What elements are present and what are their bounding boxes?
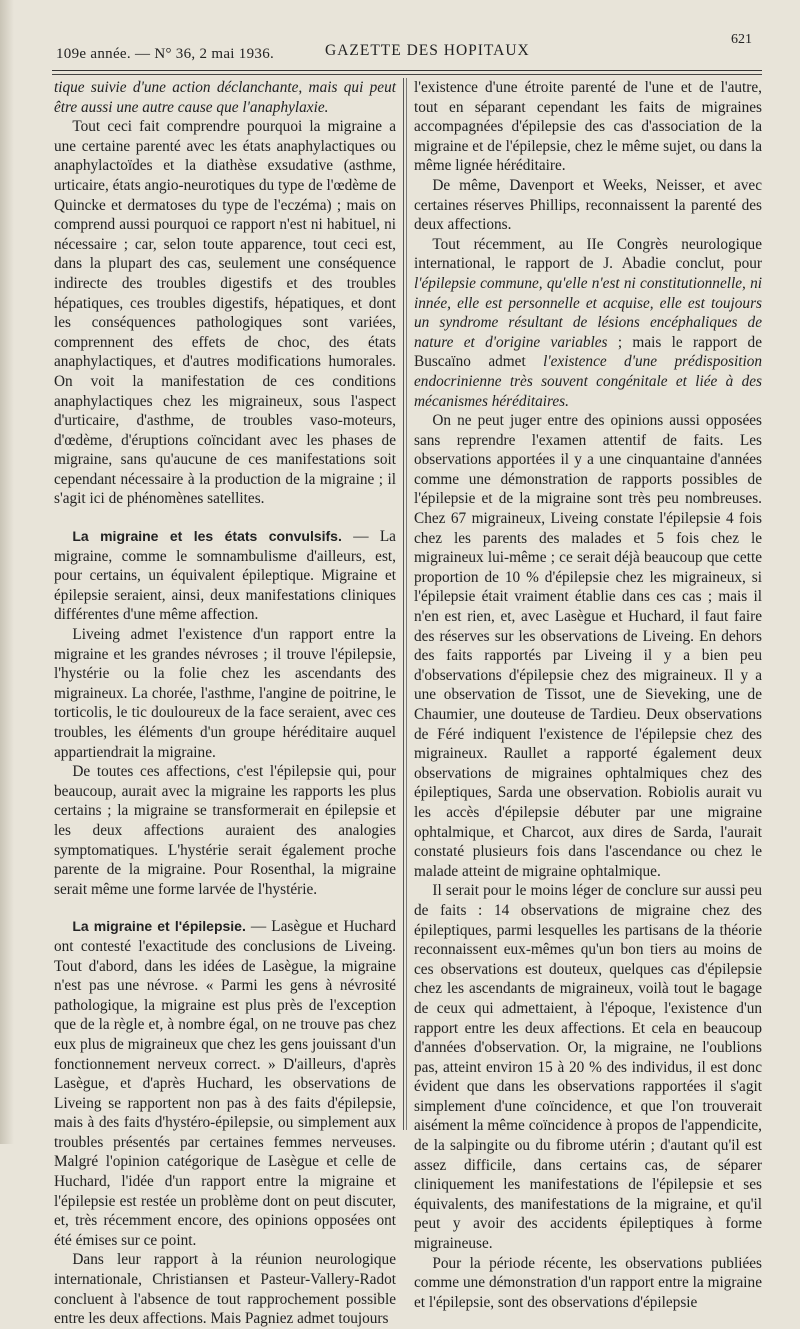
left-column (54, 78, 396, 1329)
paragraph: On ne peut juger entre des opinions aussi opposées sans reprendre l'examen attentif de faits. Les observations apportées il y a une cinquantaine d'années comme une démonstration de rapports possibles de l'épilepsie et de la migraine sont très peu nombreuses. Chez 67 migraineux, Liveing constate l'épilepsie 4 fois chez les parents des malades et 5 fois chez le migraineux lui-même ; ce serait déjà beaucoup que cette proportion de 10 % d'épilepsie chez les migraineux, si l'épilepsie était vraiment établie dans ces cas ; mais il n'en est rien, et, avec Lasègue et Huchard, il faut faire des réserves sur les observations de Liveing. En dehors des faits rapportés par Liveing il y a bien peu d'observations d'épilepsie chez des migraineux. Il y a une observation de Tissot, une de Sieveking, une de Chaumier, une douteuse de Tardieu. Deux observations de Féré indiquent l'existence de l'épilepsie chez des migraineux. Raullet a rapporté également deux observations de migraines ophtalmiques chez des épileptiques, Sarda une observation. Robiolis aurait vu les accès d'épilepsie débuter par une migraine ophtalmique, et Charcot, aux dires de Sarda, l'aurait constaté plusieurs fois dans l'ascendance ou chez le malade atteint de migraine ophtalmique. (414, 412, 762, 880)
italic-quote: l'existence d'une prédisposition endocrinienne très souvent congénitale et liée à des mécanismes héréditaires. (414, 353, 762, 410)
section-paragraph (54, 527, 396, 625)
paragraph: De même, Davenport et Weeks, Neisser, et avec certaines réserves Phillips, reconnaissent la parenté des deux affections. (414, 176, 762, 234)
header-rule (52, 70, 762, 71)
text-run: Tout récemment, au IIe Congrès neurologique international, le rapport de J. Abadie conclut, pour (414, 235, 762, 273)
paragraph: Il serait pour le moins léger de conclure sur aussi peu de faits : 14 observations de migraine chez des épileptiques, parmi lesquelles les partisans de la théorie reconnaissent eux-mêmes qu'un bon tiers au moins de ces observations est douteux, quelques cas d'épilepsie chez les ascendants de migraineux, voilà tout le bagage de ceux qui admettaient, à l'époque, l'existence d'un rapport entre les deux affections. Et cela en beaucoup d'années d'observation. Or, la migraine, ne l'oublions pas, atteint environ 15 à 20 % des individus, il est donc évident que dans les observations rapportées il s'agit simplement d'une coïncidence, et que l'on trouverait aisément la même coïncidence à propos de l'appendicite, de la salpingite ou du fibrome utérin ; d'autant qu'il est assez difficile, dans certains cas, de séparer cliniquement les manifestations de l'épilepsie et ses équivalents, des manifestations de la migraine, et qu'il peut y avoir des accidents épileptiques à forme migraineuse. (414, 882, 762, 1253)
column-divider-secondary (406, 78, 407, 1130)
page-number: 621 (731, 32, 752, 47)
paragraph: De toutes ces affections, c'est l'épilepsie qui, pour beaucoup, aurait avec la migraine les rapports les plus certains ; la migraine se transformerait en épilepsie et les deux affections auraient des analogies symptomatiques. L'hystérie serait également proche parente de la migraine. Pour Rosenthal, la migraine serait même une forme larvée de l'hystérie. (54, 763, 396, 898)
italic-quote: l'épilepsie commune, qu'elle n'est ni constitutionnelle, ni innée, elle est personnelle et acquise, elle est toujours un syndrome résultant de lésions encéphaliques de nature et d'origine variables (414, 274, 762, 351)
section-title: La migraine et l'épilepsie. (72, 918, 246, 935)
issue-info: 109e année. — N° 36, 2 mai 1936. (56, 46, 275, 62)
page-edge-shadow (0, 0, 14, 1144)
section-title: La migraine et les états convulsifs. (72, 528, 342, 545)
paragraph (414, 235, 762, 411)
page-header (40, 30, 760, 70)
right-column (414, 78, 762, 1312)
section-text: — Lasègue et Huchard ont contesté l'exactitude des conclusions de Liveing. Tout d'abord, dans les idées de Lasègue, la migraine n'est pas une névrose. « Parmi les gens à névrosité pathologique, la migraine est plus près de l'exception que de la règle et, à nombre égal, on ne trouve pas chez eux plus de migraineux que chez les gens jouissant d'un fonctionnement nerveux correct. » D'ailleurs, d'après Lasègue, et d'après Huchard, les observations de Liveing se rapportent non pas à des faits d'épilepsie, mais à des faits d'hystéro-épilepsie, ou simplement aux troubles présentés par certaines femmes nerveuses. Malgré l'opinion catégorique de Lasègue et celle de Huchard, l'idée d'un rapport entre la migraine et l'épilepsie est restée un problème dont on peut discuter, et, très récemment encore, des opinions opposées ont été émises sur ce point. (54, 918, 396, 1249)
column-divider (403, 78, 404, 1130)
paragraph: Tout ceci fait comprendre pourquoi la migraine a une certaine parenté avec les états anaphylactiques ou anaphylactoïdes et la diathèse exsudative (asthme, urticaire, états angio-neurotiques du type de l'œdème de Quincke et dermatoses du type de l'eczéma) ; mais on comprend aussi pourquoi ce rapport n'est ni habituel, ni nécessaire ; car, selon toute apparence, tout ceci est, dans la plupart des cas, seulement une conséquence indirecte des troubles digestifs et des troubles hépatiques, ces troubles digestifs, hépatiques, et dont les conséquences pathologiques sont variées, comprennent des effets de choc, des états anaphylactiques, et d'autres modifications humorales. On voit la manifestation de ces conditions anaphylactiques chez les migraineux, sous l'aspect d'urticaire, d'asthme, de troubles vaso-moteurs, d'œdème, d'éruptions coïncidant avec les phases de migraine, sans qu'aucune de ces manifestations soit cependant nécessaire à la production de la migraine ; il s'agit ici de phénomènes satellites. (54, 118, 396, 508)
header-rule-secondary (52, 74, 762, 75)
paragraph: Dans leur rapport à la réunion neurologique internationale, Christiansen et Pasteur-Vallery-Radot concluent à l'absence de tout rapprochement possible entre les deux affections. Mais Pagniez admet toujours (54, 1251, 396, 1328)
paragraph: Liveing admet l'existence d'un rapport entre la migraine et les grandes névroses ; il trouve l'épilepsie, l'hystérie ou la folie chez les ascendants des migraineux. La chorée, l'asthme, l'angine de poitrine, le torticolis, le tic douloureux de la face seraient, avec ces troubles, les éléments d'un groupe héréditaire auquel appartiendrait la migraine. (54, 626, 396, 761)
text-run: ; mais le rapport de Buscaïno admet (414, 333, 762, 371)
paragraph: tique suivie d'une action déclanchante, mais qui peut être aussi une autre cause que l'anaphylaxie. (54, 79, 396, 116)
journal-title: GAZETTE DES HOPITAUX (325, 42, 530, 59)
section-paragraph (54, 917, 396, 1250)
section-text: — La migraine, comme le somnambulisme d'ailleurs, est, pour certains, un équivalent épileptique. Migraine et épilepsie seraient, ainsi, deux manifestations cliniques différentes d'une même affection. (54, 528, 396, 624)
paragraph: l'existence d'une étroite parenté de l'une et de l'autre, tout en séparant cependant les faits de migraines accompagnées d'épilepsie des cas d'association de la migraine et de l'épilepsie, chez le même sujet, ou dans la même lignée héréditaire. (414, 79, 762, 175)
paragraph: Pour la période récente, les observations publiées comme une démonstration d'un rapport entre la migraine et l'épilepsie, sont des observations d'épilepsie (414, 1254, 762, 1311)
